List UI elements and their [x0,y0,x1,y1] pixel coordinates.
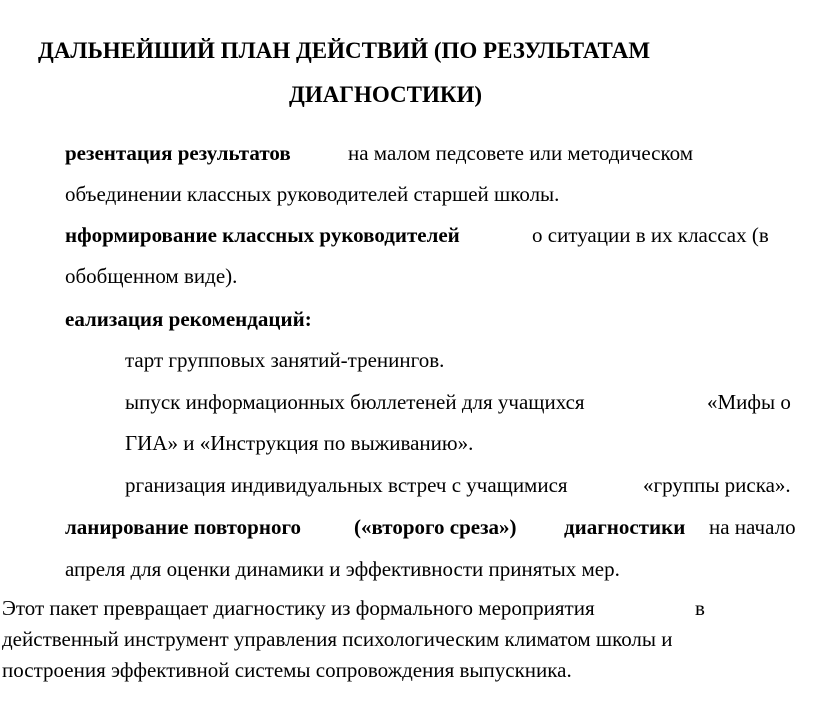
subitem-trainings: тарт групповых занятий-тренингов. [125,348,445,372]
summary-line-3: построения эффективной системы сопровождения выпускника. [2,658,572,682]
subitem-meetings: рганизация индивидуальных встреч с учащимися [125,473,568,497]
title-line-1: ДАЛЬНЕЙШИЙ ПЛАН ДЕЙСТВИЙ (ПО РЕЗУЛЬТАТАМ [38,38,651,63]
subitem-bulletins-continuation: ГИА» и «Инструкция по выживанию». [125,431,474,455]
subitem-meetings-group: «группы риска». [643,473,791,497]
summary-line-1-end: в [695,596,705,620]
item-presentation-heading: резентация результатов [65,141,291,165]
item-presentation-text: на малом педсовете или методическом [348,141,694,165]
item-presentation-continuation: объединении классных руководителей старшей школы. [65,182,560,206]
subitem-bulletins-title: «Мифы о [707,390,791,414]
subitem-bulletins: ыпуск информационных бюллетеней для учащихся [125,390,585,414]
item-planning-text: на начало [709,515,796,539]
summary-line-2: действенный инструмент управления психологическим климатом школы и [2,627,673,651]
item-planning-diagnostics: диагностики [564,515,686,539]
item-informing-continuation: обобщенном виде). [65,264,238,288]
item-planning-second-cut: («второго среза») [354,515,517,539]
item-informing-heading: нформирование классных руководителей [65,223,460,247]
item-planning-continuation: апреля для оценки динамики и эффективности принятых мер. [65,557,620,581]
item-planning-heading: ланирование повторного [65,515,301,539]
item-informing-text: о ситуации в их классах (в [532,223,769,247]
summary-line-1: Этот пакет превращает диагностику из формального мероприятия [2,596,595,620]
item-implementation-heading: еализация рекомендаций: [65,307,312,331]
title-line-2: ДИАГНОСТИКИ) [289,82,483,107]
